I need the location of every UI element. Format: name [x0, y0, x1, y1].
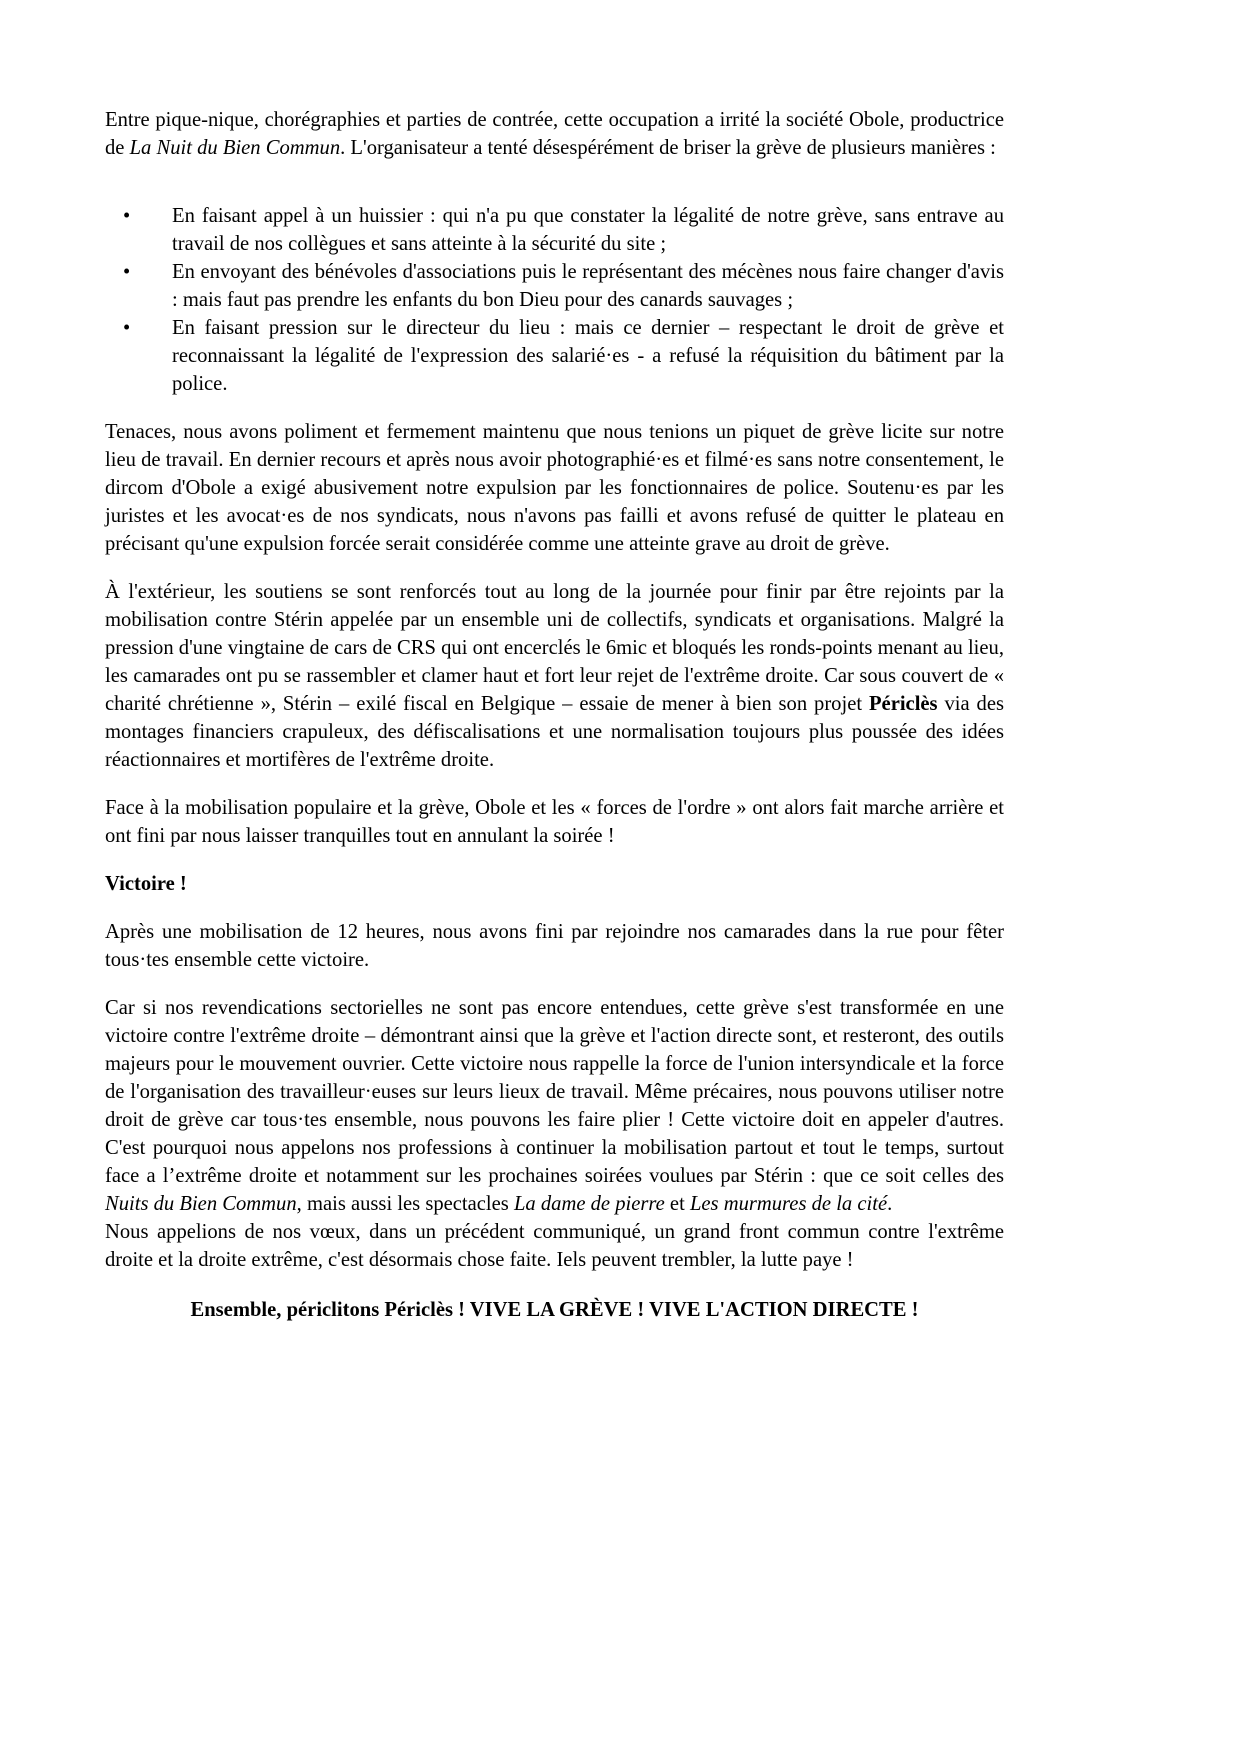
pericles-bold: Périclès [868, 693, 938, 715]
bullet-icon: • [123, 205, 131, 227]
exterieur-paragraph [105, 578, 1004, 774]
apres-paragraph: Après une mobilisation de 12 heures, nous avons fini par rejoindre nos camarades dans la rue pour fêter tous·tes ensemble cette victoire. [105, 921, 1004, 971]
tenaces-paragraph: Tenaces, nous avons poliment et fermement maintenu que nous tenions un piquet de grève licite sur notre lieu de travail. En dernier recours et après nous avoir photographié·es et filmé·es sans notre consentement, le dircom d'Obole a exigé abusivement notre expulsion par les fonctionnaires de police. Soutenu·es par les juristes et les avocat·es de nos syndicats, nous n'avons pas failli et avons refusé de quitter le plateau en précisant qu'une expulsion forcée serait considérée comme une atteinte grave au droit de grève. [105, 421, 1004, 555]
italic-nuits: Nuits du Bien Commun [105, 1193, 297, 1215]
event-title: La Nuit du Bien Commun [129, 137, 341, 159]
exterieur-text-2: via des montages financiers crapuleux, des défiscalisations et une normalisation toujours plus poussée des idées réactionnaires et mortifères de l'extrême droite. [105, 693, 1004, 771]
list-item-text: En faisant pression sur le directeur du lieu : mais ce dernier – respectant le droit de grève et reconnaissant la légalité de l'expression des salarié·es - a refusé la réquisition du bâtiment par la police. [172, 317, 1004, 395]
italic-dame: La dame de pierre [513, 1193, 665, 1215]
bullet-icon: • [123, 261, 131, 283]
bullet-icon: • [123, 317, 131, 339]
car-text-3: et [664, 1193, 690, 1215]
list-item-text: En envoyant des bénévoles d'associations puis le représentant des mécènes nous faire changer d'avis : mais faut pas prendre les enfants du bon Dieu pour des canards sauvages ; [172, 261, 1004, 311]
car-text-1: Car si nos revendications sectorielles ne sont pas encore entendues, cette grève s'est transformée en une victoire contre l'extrême droite – démontrant ainsi que la grève et l'action directe sont, et resteront, des outils majeurs pour le mouvement ouvrier. Cette victoire nous rappelle la force de l'union intersyndicale et la force de l'organisation des travailleur·euses sur leurs lieux de travail. Même précaires, nous pouvons utiliser notre droit de grève car tous·tes ensemble, nous pouvons les faire plier ! Cette victoire doit en appeler d'autres. C'est pourquoi nous appelons nos professions à continuer la mobilisation partout et tout le temps, surtout face a l’extrême droite et notamment sur les prochaines soirées voulues par Stérin : que ce soit celles des [105, 997, 1004, 1187]
list-item-text: En faisant appel à un huissier : qui n'a pu que constater la légalité de notre grève, sans entrave au travail de nos collègues et sans atteinte à la sécurité du site ; [172, 205, 1004, 255]
car-text-4: . [887, 1193, 893, 1215]
intro-text-1: Entre pique-nique, chorégraphies et parties de contrée, cette occupation a irrité la société Obole, productrice de [105, 109, 1004, 159]
document-page [105, 106, 1004, 1344]
italic-murmures: Les murmures de la cité [689, 1193, 888, 1215]
face-paragraph: Face à la mobilisation populaire et la grève, Obole et les « forces de l'ordre » ont alors fait marche arrière et ont fini par nous laisser tranquilles tout en annulant la soirée ! [105, 797, 1004, 847]
car-paragraph [105, 994, 1004, 1218]
list-item [105, 202, 1004, 258]
closing-slogan: Ensemble, périclitons Périclès ! VIVE LA GRÈVE ! VIVE L'ACTION DIRECTE ! [190, 1299, 919, 1321]
car-text-2: , mais aussi les spectacles [296, 1193, 514, 1215]
intro-paragraph [105, 106, 1004, 162]
nous-paragraph: Nous appelions de nos vœux, dans un précédent communiqué, un grand front commun contre l'extrême droite et la droite extrême, c'est désormais chose faite. Iels peuvent trembler, la lutte paye ! [105, 1221, 1004, 1271]
intro-text-2: . L'organisateur a tenté désespérément de briser la grève de plusieurs manières : [340, 137, 996, 159]
tactics-list [105, 182, 1004, 398]
list-item [105, 314, 1004, 398]
list-item [105, 258, 1004, 314]
exterieur-text-1: À l'extérieur, les soutiens se sont renforcés tout au long de la journée pour finir par être rejoints par la mobilisation contre Stérin appelée par un ensemble uni de collectifs, syndicats et organisations. Malgré la pression d'une vingtaine de cars de CRS qui ont encerclés le 6mic et bloqués les ronds-points menant au lieu, les camarades ont pu se rassembler et clamer haut et fort leur rejet de l'extrême droite. Car sous couvert de « charité chrétienne », Stérin – exilé fiscal en Belgique – essaie de mener à bien son projet [105, 581, 1004, 715]
victoire-heading: Victoire ! [105, 873, 187, 895]
